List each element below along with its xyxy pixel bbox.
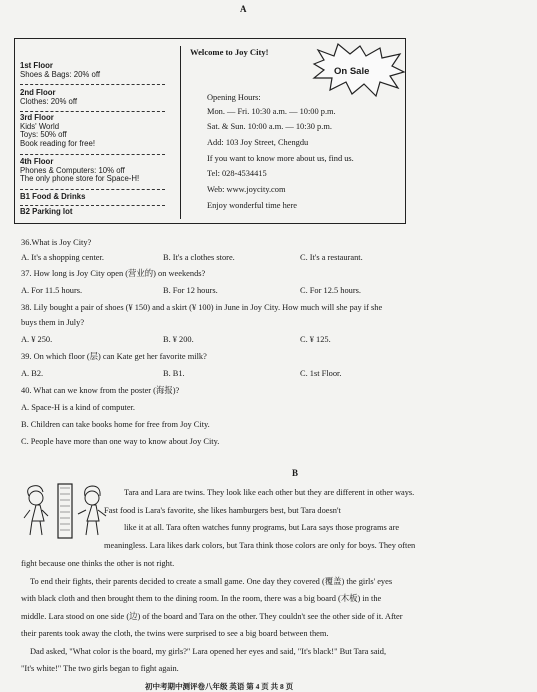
website: Web: www.joycity.com <box>207 185 286 194</box>
floor-b2: B2 Parking lot <box>20 207 73 216</box>
option: C. 1st Floor. <box>300 369 342 378</box>
option: A. For 11.5 hours. <box>21 286 83 295</box>
option: B. For 12 hours. <box>163 286 218 295</box>
floor-separator <box>20 84 165 85</box>
option: A. It's a shopping center. <box>21 253 104 262</box>
on-sale-text: On Sale <box>334 66 370 77</box>
passage-line: Tara and Lara are twins. They look like each other but they are different in other ways. <box>124 488 415 497</box>
question-36: 36.What is Joy City? <box>21 238 92 247</box>
passage-line: their parents took away the cloth, the twins were surprised to see a big board between them. <box>21 629 329 638</box>
floor-2-name: 2nd Floor <box>20 88 56 97</box>
floor-3 <box>20 114 95 148</box>
floor-3-name: 3rd Floor <box>20 113 54 122</box>
more-info: If you want to know more about us, find us. <box>207 154 354 163</box>
passage-line: To end their fights, their parents decided to create a small game. One day they covered (覆盖) the girls' eyes <box>30 577 393 586</box>
question-38: 38. Lily bought a pair of shoes (¥ 150) and a skirt (¥ 100) in June in Joy City. How much will she pay if she <box>21 303 383 312</box>
hours-weekend: Sat. & Sun. 10:00 a.m. — 10:30 p.m. <box>207 122 332 131</box>
passage-line: fight because one thinks the other is not right. <box>21 559 175 568</box>
option: B. B1. <box>163 369 185 378</box>
option: C. People have more than one way to know about Joy City. <box>21 437 220 446</box>
floor-2-line: Clothes: 20% off <box>20 96 78 106</box>
floor-4-line: The only phone store for Space-H! <box>20 174 140 184</box>
enjoy-line: Enjoy wonderful time here <box>207 201 298 210</box>
floor-4 <box>20 158 139 184</box>
floor-3-line: Kids' World <box>20 121 60 131</box>
floor-4-line: Phones & Computers: 10% off <box>20 165 125 175</box>
passage-line: like it at all. Tara often watches funny programs, but Lara says those programs are <box>124 523 400 532</box>
option: A. Space-H is a kind of computer. <box>21 403 135 412</box>
passage-line: meaningless. Lara likes dark colors, but Tara think those colors are only for boys. They often <box>104 541 416 550</box>
section-a-label: A <box>240 4 247 14</box>
floor-3-line: Toys: 50% off <box>20 130 67 140</box>
floor-separator <box>20 189 165 190</box>
floor-3-line: Book reading for free! <box>20 138 95 148</box>
passage-line: Dad asked, "What color is the board, my girls?" Lara opened her eyes and said, "It's black!" But Tara said, <box>30 647 387 656</box>
floor-separator <box>20 154 165 155</box>
passage-line: with black cloth and then brought them to the dining room. In the room, there was a big board (木板) in the <box>21 594 382 603</box>
poster-title: Welcome to Joy City! <box>190 47 269 57</box>
passage-line: middle. Lara stood on one side (边) of the board and Tara on the other. They couldn't see the other side of it. After <box>21 612 403 621</box>
question-39: 39. On which floor (层) can Kate get her favorite milk? <box>21 352 207 361</box>
section-b-label: B <box>292 468 299 478</box>
question-38-cont: buys them in July? <box>21 318 85 327</box>
option: B. Children can take books home for free from Joy City. <box>21 420 210 429</box>
hours-title: Opening Hours: <box>207 93 261 102</box>
floor-separator <box>20 111 165 112</box>
passage-line: Fast food is Lara's favorite, she likes hamburgers best, but Tara doesn't <box>104 506 341 515</box>
option: C. ¥ 125. <box>300 335 331 344</box>
option: A. ¥ 250. <box>21 335 53 344</box>
floor-4-name: 4th Floor <box>20 157 54 166</box>
question-40: 40. What can we know from the poster (海报)? <box>21 386 180 395</box>
floor-separator <box>20 205 165 206</box>
floor-b1: B1 Food & Drinks <box>20 192 86 201</box>
telephone: Tel: 028-4534415 <box>207 169 267 178</box>
page-footer: 初中考期中测评卷八年级 英语 第 4 页 共 8 页 <box>145 682 294 691</box>
passage-line: "It's white!" The two girls began to fight again. <box>21 664 179 673</box>
poster-divider <box>180 46 181 219</box>
floor-2 <box>20 89 77 106</box>
option: A. B2. <box>21 369 44 378</box>
floor-1-name: 1st Floor <box>20 61 53 70</box>
address: Add: 103 Joy Street, Chengdu <box>207 138 309 147</box>
question-37: 37. How long is Joy City open (营业的) on weekends? <box>21 269 206 278</box>
floor-1-line: Shoes & Bags: 20% off <box>20 69 101 79</box>
option: C. It's a restaurant. <box>300 253 363 262</box>
floor-1 <box>20 62 100 79</box>
hours-weekday: Mon. — Fri. 10:30 a.m. — 10:00 p.m. <box>207 107 336 116</box>
option: B. ¥ 200. <box>163 335 194 344</box>
option: B. It's a clothes store. <box>163 253 235 262</box>
option: C. For 12.5 hours. <box>300 286 361 295</box>
